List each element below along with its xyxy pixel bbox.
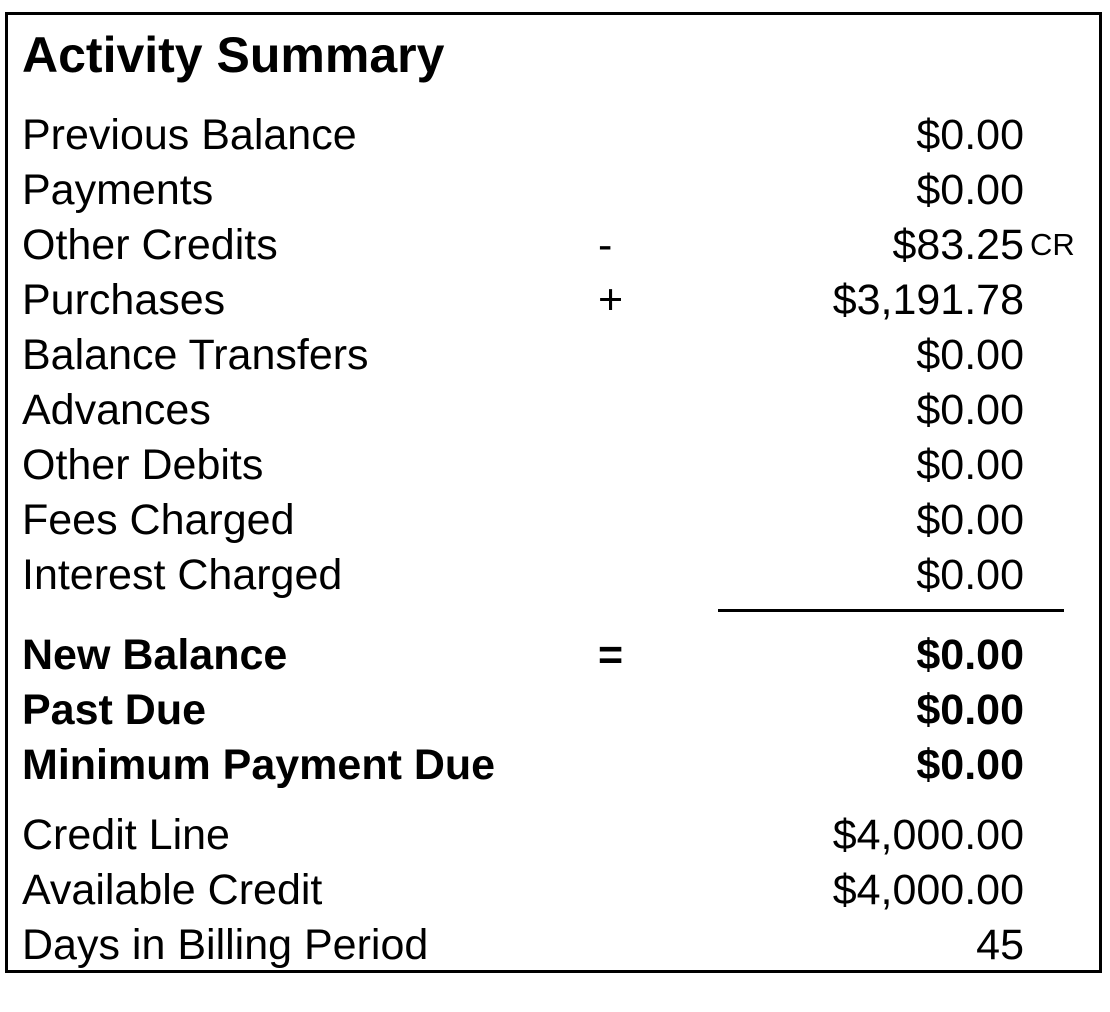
row-amount: $4,000.00 <box>832 866 1024 914</box>
row-available-credit <box>8 862 1099 918</box>
row-fees-charged <box>8 492 1099 548</box>
row-operator: - <box>598 221 613 269</box>
row-label: Advances <box>22 386 211 434</box>
row-days-in-billing-period <box>8 917 1099 973</box>
row-label: Other Debits <box>22 441 264 489</box>
row-amount: $0.00 <box>916 166 1024 214</box>
row-past-due <box>8 682 1099 738</box>
row-credit-line <box>8 807 1099 863</box>
row-label: Days in Billing Period <box>22 921 429 969</box>
row-operator: + <box>598 276 624 324</box>
row-payments <box>8 162 1099 218</box>
row-label: Other Credits <box>22 221 278 269</box>
row-amount: $4,000.00 <box>832 811 1024 859</box>
row-amount: $3,191.78 <box>832 276 1024 324</box>
row-interest-charged <box>8 547 1099 603</box>
row-previous-balance <box>8 107 1099 163</box>
row-label: Past Due <box>22 686 207 734</box>
activity-summary-box <box>5 12 1102 973</box>
row-new-balance <box>8 627 1099 683</box>
row-amount: $83.25 <box>892 221 1024 269</box>
row-label: Previous Balance <box>22 111 357 159</box>
row-amount: $0.00 <box>916 331 1024 379</box>
summary-title: Activity Summary <box>22 27 445 83</box>
row-amount: $0.00 <box>916 111 1024 159</box>
row-amount: $0.00 <box>916 741 1024 789</box>
row-amount: $0.00 <box>916 441 1024 489</box>
row-label: Payments <box>22 166 214 214</box>
row-amount: $0.00 <box>916 631 1024 679</box>
row-label: Credit Line <box>22 811 230 859</box>
credit-suffix: CR <box>1030 227 1075 262</box>
row-label: Minimum Payment Due <box>22 741 496 789</box>
row-advances <box>8 382 1099 438</box>
row-label: Interest Charged <box>22 551 343 599</box>
row-minimum-payment-due <box>8 737 1099 793</box>
row-amount: $0.00 <box>916 496 1024 544</box>
row-label: Fees Charged <box>22 496 295 544</box>
sum-divider <box>718 609 1064 612</box>
row-other-credits <box>8 217 1099 273</box>
row-purchases <box>8 272 1099 328</box>
row-amount: 45 <box>976 921 1024 969</box>
row-amount: $0.00 <box>916 386 1024 434</box>
row-label: Balance Transfers <box>22 331 369 379</box>
row-other-debits <box>8 437 1099 493</box>
row-operator: = <box>598 631 624 679</box>
row-label: Available Credit <box>22 866 323 914</box>
row-amount: $0.00 <box>916 551 1024 599</box>
row-balance-transfers <box>8 327 1099 383</box>
row-amount: $0.00 <box>916 686 1024 734</box>
row-label: New Balance <box>22 631 288 679</box>
row-label: Purchases <box>22 276 226 324</box>
